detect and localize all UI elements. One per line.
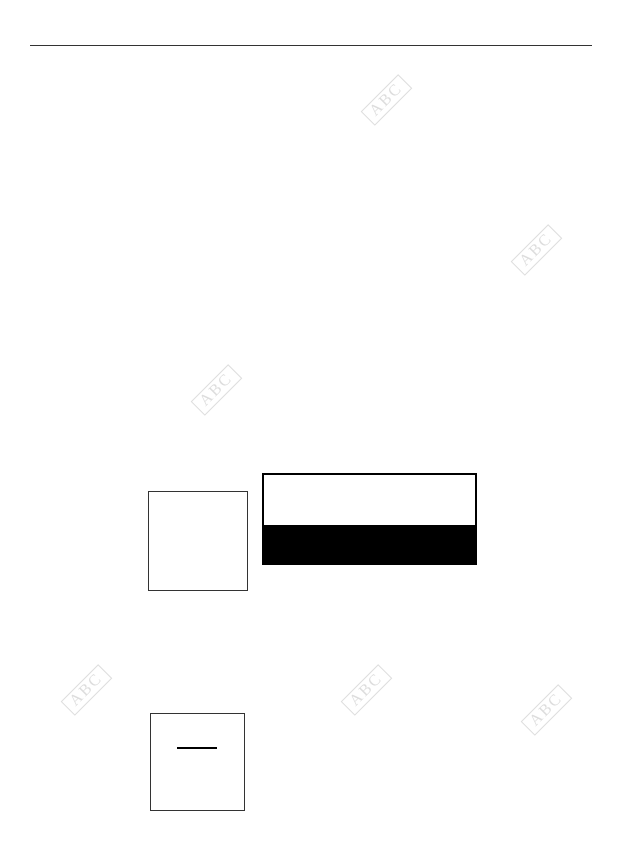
ad-banner — [264, 525, 475, 563]
abc-watermark: ABC — [61, 664, 113, 716]
crossword-col-numbers — [150, 90, 360, 105]
rebus-divider — [177, 747, 217, 749]
abc-watermark: ABC — [511, 224, 563, 276]
abc-watermark: ABC — [521, 684, 573, 736]
abc-watermark: ABC — [191, 364, 243, 416]
rebus-box — [150, 713, 245, 811]
chessboard[interactable] — [148, 491, 248, 591]
abc-watermark: ABC — [341, 664, 393, 716]
abc-watermark: ABC — [361, 74, 413, 126]
crossword-row-numbers — [148, 108, 162, 278]
advertisement[interactable] — [262, 473, 477, 565]
horoscope-list — [0, 0, 150, 847]
